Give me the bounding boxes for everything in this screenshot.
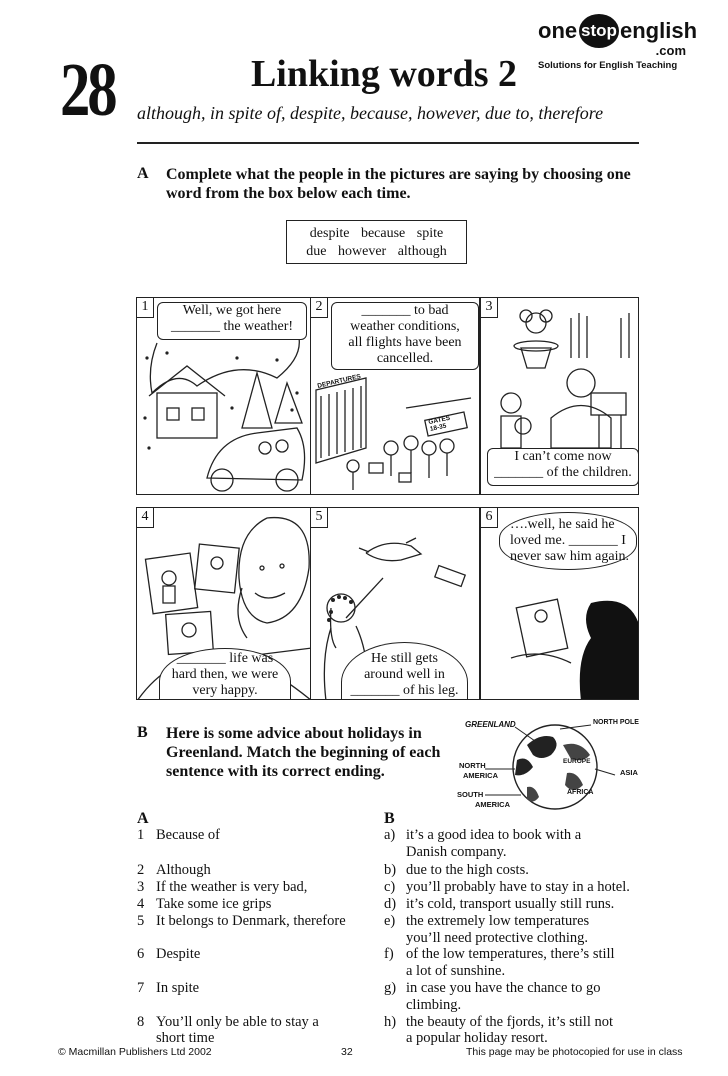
map-label-north-america-1: NORTH	[459, 761, 486, 770]
list-item: h) the beauty of the fjords, it’s still not a popular holiday resort.	[384, 1014, 614, 1046]
picture-panel-1	[136, 297, 311, 495]
list-item: 3 If the weather is very bad,	[137, 879, 308, 895]
section-b-instruction-line2: Greenland. Match the beginning of each	[166, 744, 441, 761]
section-a-letter: A	[137, 165, 149, 182]
map-label-south-america-1: SOUTH	[457, 790, 484, 799]
speech-bubble: He still gets around well in _______ of his leg.	[341, 642, 468, 700]
word-option: although	[397, 244, 447, 259]
picture-panel-3	[480, 297, 639, 495]
map-label-africa: AFRICA	[567, 789, 594, 796]
word-box	[286, 220, 467, 264]
word-option: however	[338, 244, 387, 259]
list-item: a) it’s a good idea to book with a Danish company.	[384, 827, 582, 860]
page-subtitle: although, in spite of, despite, because, however, due to, therefore	[137, 103, 604, 123]
speech-bubble: ….well, he said he loved me. _______ I never saw him again.	[499, 512, 637, 570]
list-item: 2 Although	[137, 862, 211, 878]
speech-bubble: _______ to bad weather conditions, all flights have been cancelled.	[331, 302, 479, 370]
list-item: 1 Because of	[137, 827, 221, 843]
section-b-instruction-line1: Here is some advice about holidays in	[166, 725, 422, 742]
panel-number: 6	[481, 508, 498, 528]
list-item: c) you’ll probably have to stay in a hotel.	[384, 879, 630, 895]
picture-panel-5	[310, 507, 480, 700]
list-item: 5 It belongs to Denmark, therefore	[137, 913, 346, 929]
logo-one: one	[538, 18, 578, 43]
panel-number: 2	[311, 298, 328, 318]
map-label-north-pole: NORTH POLE	[593, 719, 639, 726]
gates-sign: GATES 18-35	[427, 414, 451, 433]
map-label-south-america-2: AMERICA	[475, 800, 510, 809]
greenland-globe-map	[455, 715, 655, 815]
list-item: 8 You’ll only be able to stay a short time	[137, 1014, 319, 1046]
map-label-greenland: GREENLAND	[465, 720, 516, 729]
speech-bubble: I can’t come now _______ of the children.	[487, 448, 639, 486]
panel-number: 5	[311, 508, 328, 528]
column-b-heading: B	[384, 810, 395, 827]
panel-number: 4	[137, 508, 154, 528]
logo-stop: stop	[579, 14, 619, 48]
map-label-asia: ASIA	[620, 768, 638, 777]
copyright-notice: © Macmillan Publishers Ltd 2002	[58, 1046, 212, 1058]
page-title: Linking words 2	[250, 53, 518, 95]
picture-panel-2	[310, 297, 480, 495]
page-number: 32	[341, 1046, 353, 1058]
onestopenglish-logo	[538, 14, 698, 74]
list-item: 4 Take some ice grips	[137, 896, 272, 912]
list-item: 7 In spite	[137, 980, 200, 996]
map-label-north-america-2: AMERICA	[463, 771, 498, 780]
list-item: g) in case you have the chance to go climbing.	[384, 980, 601, 1013]
list-item: d) it’s cold, transport usually still runs.	[384, 896, 615, 912]
panel-number: 1	[137, 298, 154, 318]
unit-number: 28	[60, 48, 115, 132]
column-a-heading: A	[137, 810, 149, 827]
section-a-instruction-line1: Complete what the people in the pictures are saying by choosing one	[166, 166, 631, 183]
map-label-europe: EUROPE	[563, 758, 591, 765]
section-b-letter: B	[137, 724, 148, 741]
list-item: f) of the low temperatures, there’s still a lot of sunshine.	[384, 946, 615, 979]
speech-bubble: _______ life was hard then, we were very happy.	[159, 648, 291, 700]
departures-sign: DEPARTURES	[316, 373, 362, 390]
word-option: because	[360, 226, 406, 241]
list-item: b) due to the high costs.	[384, 862, 529, 878]
photocopy-notice: This page may be photocopied for use in class	[466, 1046, 683, 1058]
list-item: 6 Despite	[137, 946, 201, 962]
word-option: spite	[416, 226, 444, 241]
logo-com: .com	[655, 43, 686, 58]
header-rule	[137, 142, 639, 144]
word-option: due	[306, 244, 327, 259]
panel-number: 3	[481, 298, 498, 318]
section-a-instruction-line2: word from the box below each time.	[166, 185, 411, 202]
word-option: despite	[309, 226, 350, 241]
logo-tagline: Solutions for English Teaching	[538, 60, 678, 71]
picture-panel-4	[136, 507, 311, 700]
logo-english: english	[620, 18, 698, 43]
speech-bubble: Well, we got here _______ the weather!	[157, 302, 307, 340]
list-item: e) the extremely low temperatures you’ll need protective clothing.	[384, 913, 590, 946]
picture-panel-6	[480, 507, 639, 700]
section-b-instruction-line3: sentence with its correct ending.	[166, 763, 385, 780]
